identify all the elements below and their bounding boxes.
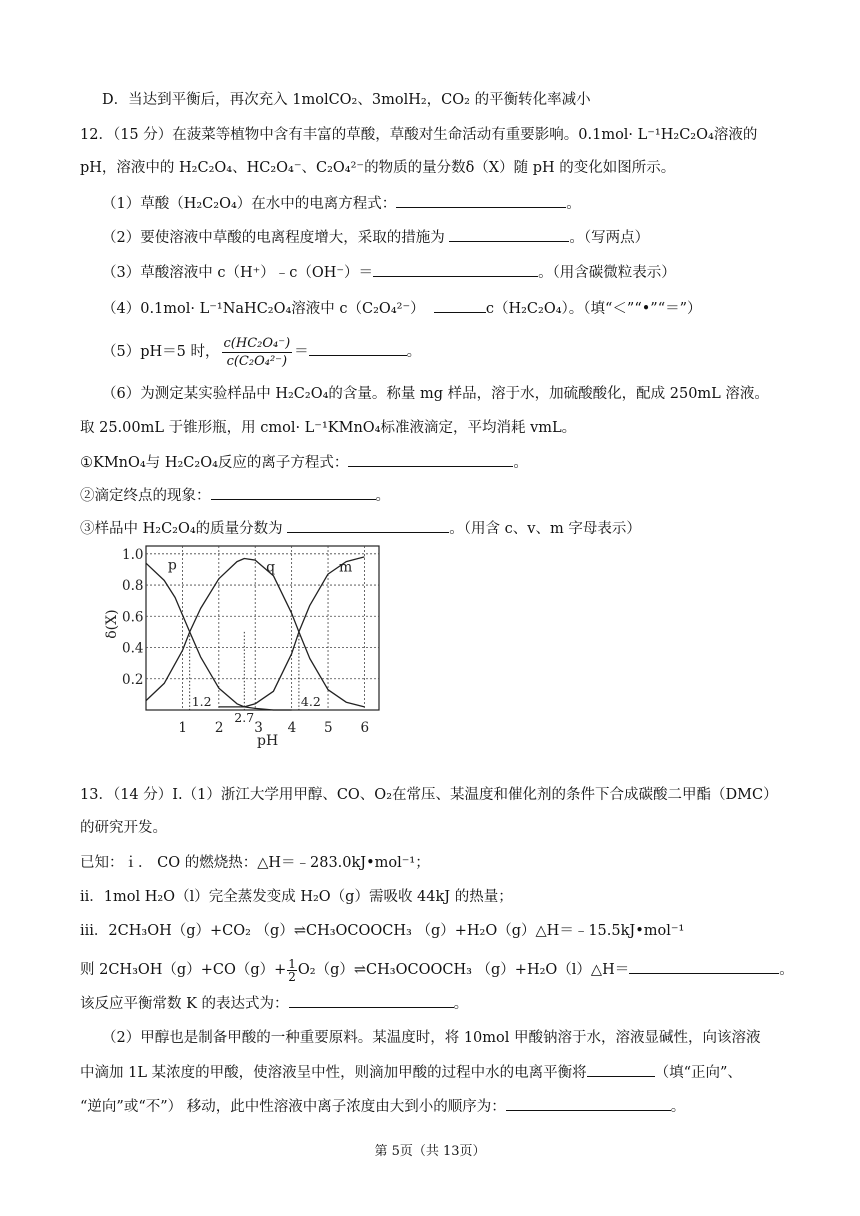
answer-blank[interactable] [434, 298, 486, 313]
answer-blank[interactable] [587, 1062, 655, 1077]
page-footer: 第 5页（共 13页） [374, 1144, 486, 1159]
q13-intro-line1: 13．（14 分）Ⅰ.（1）浙江大学用甲醇、CO、O₂在常压、某温度和催化剂的条件下合成碳酸二甲酯（DMC） [80, 787, 778, 803]
q12-intro-line1: 12．（15 分）在菠菜等植物中含有丰富的草酸，草酸对生命活动有重要影响。0.1mol· L⁻¹H₂C₂O₄溶液的 [80, 127, 758, 143]
y-tick-label: 0.4 [122, 640, 144, 657]
q12-part6-line1: （6）为测定某实验样品中 H₂C₂O₄的含量。称量 mg 样品，溶于水，加硫酸酸化，配成 250mL 溶液。 [102, 386, 769, 402]
y-tick-label: 0.2 [122, 671, 144, 688]
ratio-fraction: $\frac{\text{c(HC₂O₄⁻)}}{\text{c(C₂O₄²⁻)}}$ [223, 335, 291, 369]
series-label-m: m [338, 559, 353, 576]
q12-part6-sub2: ②滴定终点的现象： 。 [80, 485, 390, 506]
x-axis-label: pH [257, 733, 279, 749]
option-d [102, 90, 591, 110]
series-label-p: p [167, 557, 177, 574]
x-tick-label: 2 [214, 720, 224, 736]
q13-k-expression: 该反应平衡常数 K 的表达式为： 。 [80, 993, 468, 1014]
q12-part6-sub3: ③样品中 H₂C₂O₄的质量分数为 。（用含 c、v、m 字母表示） [80, 518, 641, 539]
answer-blank[interactable] [373, 262, 538, 277]
distribution-fraction-chart [98, 540, 388, 750]
y-tick-label: 1.0 [122, 546, 144, 563]
answer-blank[interactable] [629, 959, 779, 974]
q13-part2-line2: 中滴加 1L 某浓度的甲酸，使溶液呈中性，则滴加甲酸的过程中水的电离平衡将 （填“正向”、 [80, 1062, 742, 1083]
x-tick-label: 3 [254, 720, 263, 736]
q12-part3: （3）草酸溶液中 c（H⁺）﹣c（OH⁻）＝ 。（用含碳微粒表示） [102, 262, 676, 283]
q13-intro-line2: 的研究开发。 [80, 820, 167, 836]
q13-target-equation: 则 2CH₃OH（g）+CO（g）+ $\frac{1}{2}$ O₂（g）⇌CH₃OCOOCH₃ （g）+H₂O（l）△H＝ 。 [80, 956, 794, 984]
answer-blank[interactable] [289, 993, 454, 1008]
y-tick-label: 0.8 [122, 578, 144, 595]
half-fraction: $\frac{1}{2}$ [288, 956, 296, 984]
x-tick-label: 5 [324, 720, 333, 736]
q13-given-i: 已知：ｉ． CO 的燃烧热：△H＝﹣283.0kJ•mol⁻¹； [80, 855, 430, 871]
q12-intro-line2: pH，溶液中的 H₂C₂O₄、HC₂O₄⁻、C₂O₄²⁻的物质的量分数δ（X）随 pH 的变化如图所示。 [80, 160, 676, 176]
annotation-label: 1.2 [191, 694, 212, 709]
series-curve-q [146, 559, 364, 707]
q12-part6-sub1: ①KMnO₄与 H₂C₂O₄反应的离子方程式： 。 [80, 452, 528, 473]
q12-part1: （1）草酸（H₂C₂O₄）在水中的电离方程式： 。 [102, 193, 581, 214]
x-tick-label: 4 [287, 720, 297, 736]
q13-given-iii: ⅲ．2CH₃OH（g）+CO₂ （g）⇌CH₃OCOOCH₃ （g）+H₂O（g）△H＝﹣15.5kJ•mol⁻¹ [80, 923, 685, 939]
q12-part5: （5）pH＝5 时， $\frac{\text{c(HC₂O₄⁻)}}{\text{c(C₂O₄²⁻)}}$ ＝ 。 [102, 335, 422, 369]
q13-part2-line1: （2）甲醇也是制备甲酸的一种重要原料。某温度时，将 10mol 甲酸钠溶于水，溶液显碱性，向该溶液 [102, 1030, 761, 1046]
answer-blank[interactable] [309, 341, 407, 356]
annotation-label: 4.2 [300, 694, 321, 709]
answer-blank[interactable] [287, 518, 449, 533]
answer-blank[interactable] [348, 452, 513, 467]
annotation-label: 2.7 [234, 710, 255, 725]
q12-part4: （4）0.1mol· L⁻¹NaHC₂O₄溶液中 c（C₂O₄²⁻） c（H₂C₂O₄）。（填“＜”“•”“＝”） [102, 298, 702, 319]
option-d-text: D．当达到平衡后，再次充入 1molCO₂、3molH₂，CO₂ 的平衡转化率减小 [102, 92, 591, 108]
series-label-q: q [266, 559, 276, 576]
q13-part2-line3: “逆向”或“不”） 移动，此中性溶液中离子浓度由大到小的顺序为： 。 [80, 1096, 685, 1117]
q12-part6-line2: 取 25.00mL 于锥形瓶，用 cmol· L⁻¹KMnO₄标准液滴定，平均消耗 vmL。 [80, 420, 577, 436]
answer-blank[interactable] [211, 485, 376, 500]
answer-blank[interactable] [396, 193, 566, 208]
answer-blank[interactable] [506, 1096, 671, 1111]
q12-part2: （2）要使溶液中草酸的电离程度增大，采取的措施为 。（写两点） [102, 227, 649, 248]
y-tick-label: 0.6 [122, 609, 144, 626]
chart-labels [104, 547, 369, 749]
q13-given-ii: ⅱ．1mol H₂O（l）完全蒸发变成 H₂O（g）需吸收 44kJ 的热量； [80, 889, 513, 905]
y-axis-label: δ(X) [104, 609, 120, 639]
x-tick-label: 1 [178, 720, 187, 736]
x-tick-label: 6 [360, 720, 370, 736]
answer-blank[interactable] [449, 227, 569, 242]
